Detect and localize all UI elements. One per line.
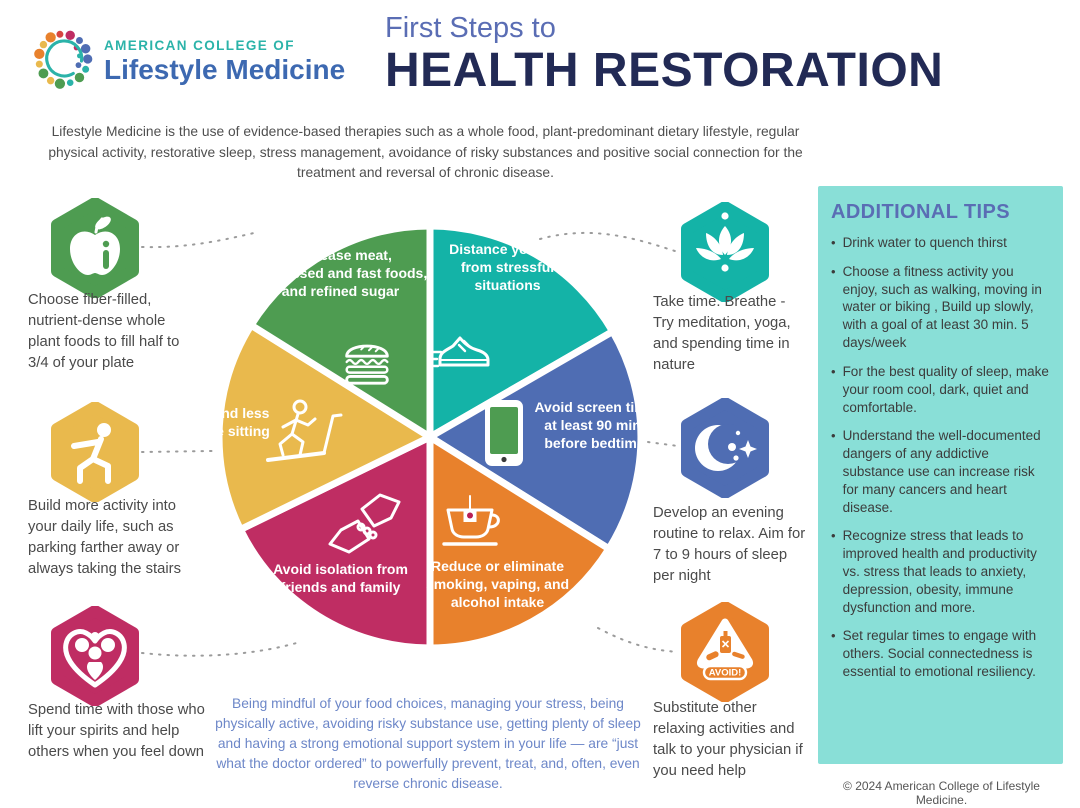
wedge-label-social: Avoid isolation from friends and family	[273, 561, 408, 596]
logo-line2: Lifestyle Medicine	[104, 54, 346, 85]
moon-stars-icon	[680, 398, 770, 498]
lotus-icon	[680, 202, 770, 302]
left-text-food: Choose fiber-filled, nutrient-dense whole plant foods to fill half to 3/4 of your plate	[28, 292, 180, 371]
wedge-label-activity: Spend less time sitting	[195, 405, 270, 440]
bullet-marker: •	[831, 363, 836, 379]
tip-item	[831, 527, 1050, 616]
tip-item	[831, 363, 1050, 416]
title-large: HEALTH RESTORATION	[385, 44, 944, 97]
left-text-activity: Build more activity into your daily life, such as parking farther away or always taking the stairs	[28, 498, 181, 577]
bullet-marker: •	[831, 428, 836, 444]
tip-item	[831, 263, 1050, 352]
title-small: First Steps to	[385, 12, 556, 44]
tip-text: Understand the well-documented dangers of any addictive substance use can increase risk for many cancers and heart disease.	[842, 428, 1041, 515]
logo-wordmark	[104, 38, 345, 86]
smartphone-icon	[483, 398, 525, 468]
stretching-person-icon	[50, 402, 140, 502]
tip-item	[831, 234, 1050, 252]
tip-item	[831, 427, 1050, 516]
bullet-marker: •	[831, 263, 836, 279]
right-text-stress: Take time. Breathe - Try meditation, yoga, and spending time in nature	[653, 294, 791, 373]
tip-text: Set regular times to engage with others. Social connectedness is essential to emotional resiliency.	[842, 628, 1037, 680]
wedge-label-food: Decrease meat, processed and fast foods, and refined sugar	[253, 247, 428, 300]
tip-text: Choose a fitness activity you enjoy, such as walking, moving in water or biking , Build up slowly, with a goal of at least 30 min. 5 days/week	[842, 263, 1042, 351]
bullet-marker: •	[831, 528, 836, 544]
left-text-social: Spend time with those who lift your spirits and help others when you feel down	[28, 702, 205, 760]
tip-text: For the best quality of sleep, make your room cool, dark, quiet and comfortable.	[842, 363, 1049, 415]
tip-text: Recognize stress that leads to improved health and productivity vs. stress that leads to anxiety, depression, obesity, immune dysfunction and more.	[842, 528, 1037, 615]
family-heart-icon	[50, 606, 140, 706]
additional-tips-title: ADDITIONAL TIPS	[831, 201, 1010, 223]
bullet-marker: •	[831, 235, 836, 250]
treadmill-icon	[262, 396, 347, 470]
page-title	[385, 12, 1075, 96]
running-shoe-icon	[430, 322, 492, 378]
handshake-icon	[322, 490, 407, 564]
svg-text:AVOID!: AVOID!	[708, 667, 742, 679]
wedge-label-stress: Distance yourself from stressful situations	[449, 241, 566, 294]
tip-item	[831, 627, 1050, 680]
bottom-note: Being mindful of your food choices, managing your stress, being physically active, avoiding risky substance use, getting plenty of sleep and having a strong emotional support system in your life — are “just what the doctor ordered” to powerfully prevent, treat, and, often, even reverse chronic disease.	[215, 696, 641, 791]
additional-tips-panel	[818, 186, 1063, 764]
avoid-substances-icon	[680, 602, 770, 702]
tip-text: Drink water to quench thirst	[842, 235, 1007, 250]
teacup-icon	[438, 490, 506, 550]
copyright: © 2024 American College of Lifestyle Medicine.	[843, 779, 1040, 807]
right-text-substances: Substitute other relaxing activities and talk to your physician if you need help	[653, 700, 803, 779]
right-text-sleep: Develop an evening routine to relax. Aim for 7 to 9 hours of sleep per night	[653, 505, 806, 584]
intro-paragraph: Lifestyle Medicine is the use of evidence-based therapies such as a whole food, plant-predominant dietary lifestyle, regular physical activity, restorative sleep, stress management, avoidance of risky substances and positive social connection for the treatment and reversal of chronic disease.	[48, 124, 803, 181]
burger-icon	[338, 332, 396, 390]
wedge-label-sleep: Avoid screen time at least 90 min. before bedtime	[534, 399, 655, 452]
logo-line1: AMERICAN COLLEGE OF	[104, 38, 295, 53]
apple-icon	[50, 198, 140, 298]
bullet-marker: •	[831, 628, 836, 644]
aclm-logo-icon	[28, 24, 98, 94]
wedge-label-substances: Reduce or eliminate smoking, vaping, and alcohol intake	[425, 558, 570, 611]
